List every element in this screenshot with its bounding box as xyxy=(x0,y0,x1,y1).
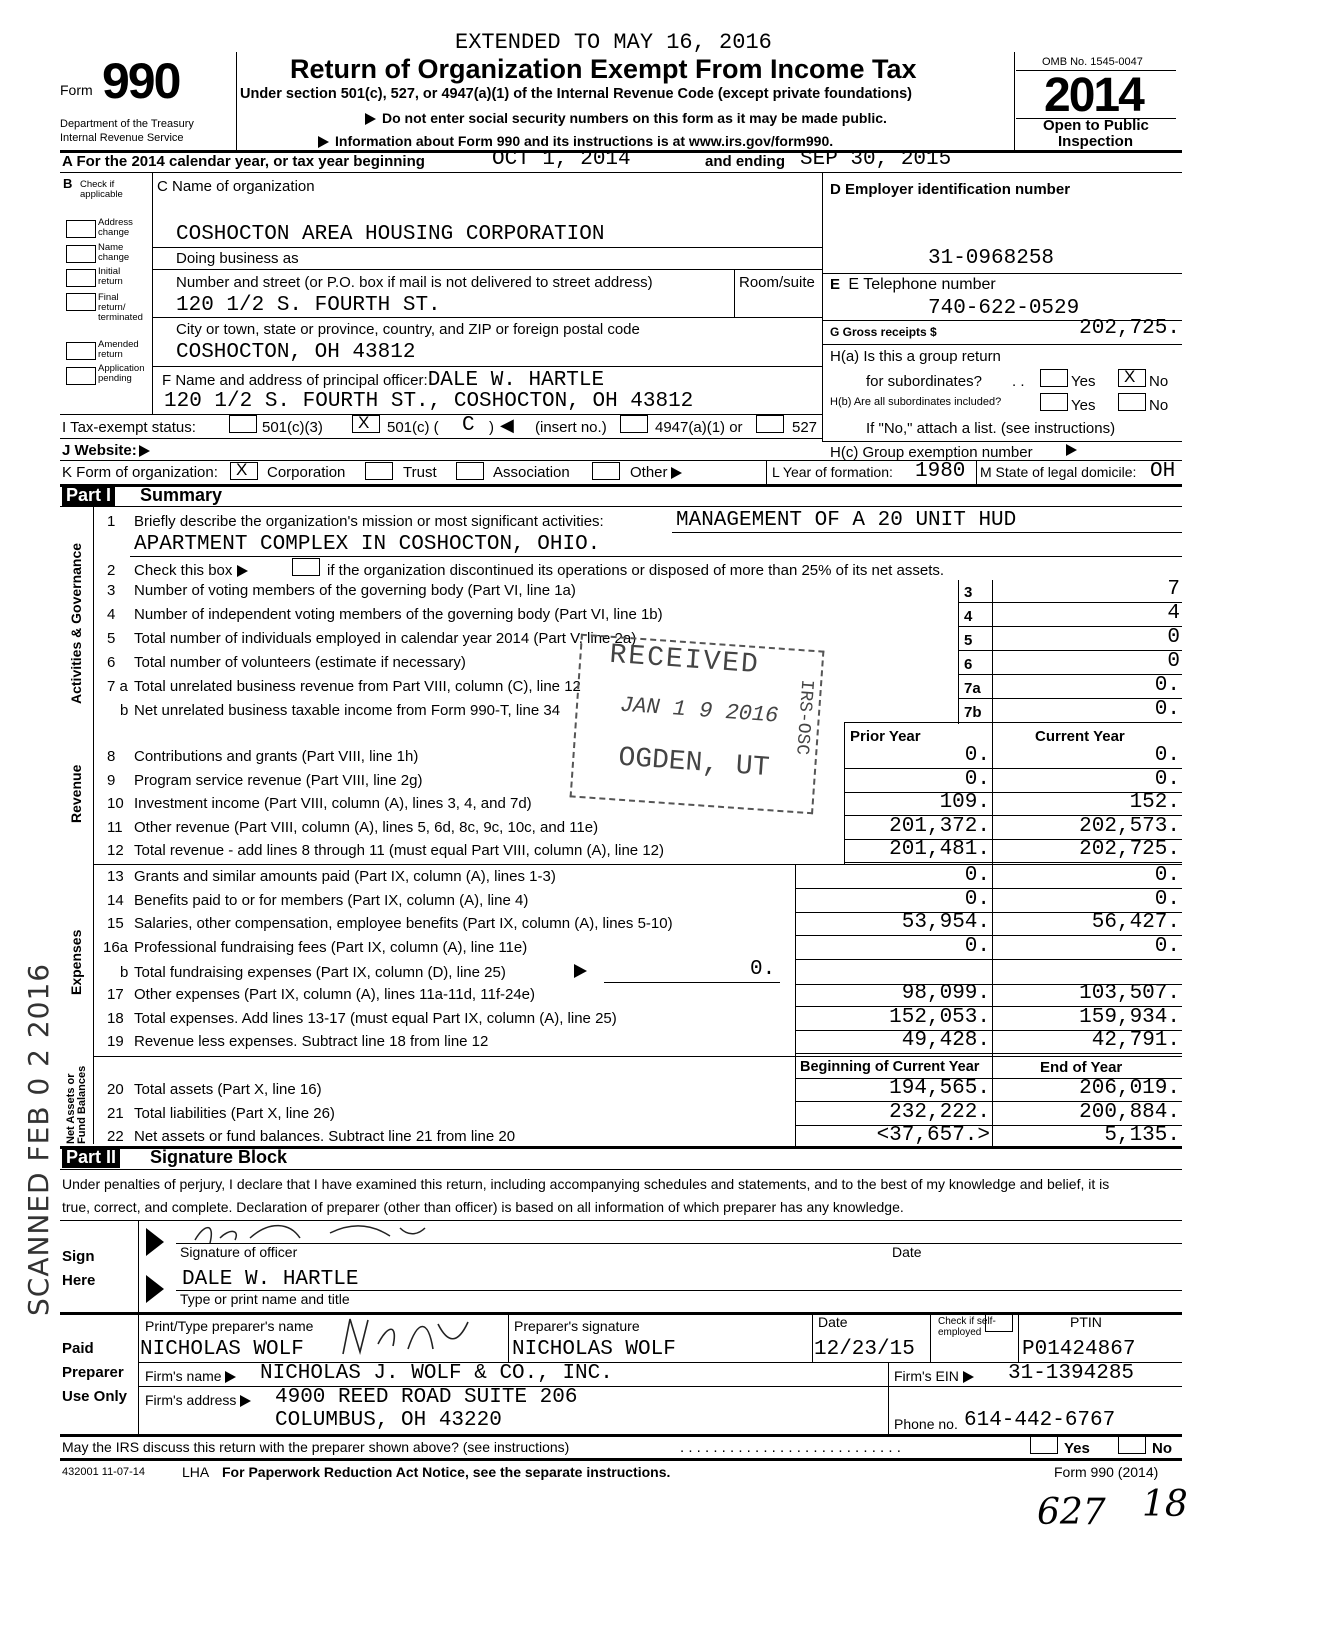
open-public-1: Open to Public xyxy=(1043,117,1149,134)
preparer-signature xyxy=(338,1314,478,1358)
principal-officer: DALE W. HARTLE xyxy=(427,369,605,392)
check-if-applicable: Check if applicable xyxy=(80,179,123,200)
prior-year-value: 0. xyxy=(964,935,990,958)
current-year-value: 200,884. xyxy=(1079,1101,1180,1124)
discuss-no-checkbox[interactable] xyxy=(1118,1436,1146,1454)
line-number: 10 xyxy=(107,795,124,812)
ha-label: H(a) Is this a group return xyxy=(830,348,1001,365)
firm-phone-label: Phone no. xyxy=(894,1416,958,1432)
ha-yes-label: Yes xyxy=(1071,373,1096,390)
side-net-assets: Net Assets or Fund Balances xyxy=(65,1065,88,1144)
prior-year-value: 49,428. xyxy=(901,1029,990,1052)
gov-line-no: 7 a xyxy=(107,678,128,695)
status-527-checkbox[interactable] xyxy=(756,415,784,433)
status-501c-number: C xyxy=(462,414,475,437)
end-year-header: End of Year xyxy=(1040,1059,1123,1076)
firm-phone: 614-442-6767 xyxy=(964,1409,1116,1432)
here-label: Here xyxy=(62,1272,96,1289)
corporation-checkbox[interactable] xyxy=(230,462,258,480)
discuss-yes-checkbox[interactable] xyxy=(1030,1436,1058,1454)
preparer-name: NICHOLAS WOLF xyxy=(140,1338,304,1361)
label-application-pending: Application pending xyxy=(98,363,145,384)
line-2-no: 2 xyxy=(107,562,116,579)
checkbox-name-change[interactable] xyxy=(66,245,96,263)
current-year-value: 0. xyxy=(1154,768,1180,791)
firm-address-2: COLUMBUS, OH 43220 xyxy=(275,1409,502,1432)
line-1-label: Briefly describe the organization's mission or most significant activities: xyxy=(134,513,604,530)
current-year-value: 0. xyxy=(1154,744,1180,767)
gov-line-box: 6 xyxy=(964,656,973,673)
side-revenue: Revenue xyxy=(68,764,84,823)
gov-line-no: 6 xyxy=(107,654,116,671)
line-number: 19 xyxy=(107,1033,124,1050)
firm-address-label: Firm's address xyxy=(145,1392,237,1408)
current-year-value: 56,427. xyxy=(1091,911,1180,934)
line-16b-no: b xyxy=(120,964,129,981)
line-number: 16a xyxy=(103,939,129,956)
prior-year-header: Prior Year xyxy=(850,728,921,745)
sign-label: Sign xyxy=(62,1248,95,1265)
preparer-ptin: P01424867 xyxy=(1022,1338,1136,1361)
checkbox-amended-return[interactable] xyxy=(66,342,96,360)
gov-line-label: Net unrelated business taxable income from Form 990-T, line 34 xyxy=(134,702,561,719)
declaration-1: Under penalties of perjury, I declare that I have examined this return, including accompanying schedules and statements, and to the best of my knowledge and belief, it is xyxy=(62,1176,1110,1192)
extended-note: EXTENDED TO MAY 16, 2016 xyxy=(455,30,772,55)
tax-year-begin: OCT 1, 2014 xyxy=(492,148,631,171)
line-number: 21 xyxy=(107,1105,124,1122)
footer-notice: For Paperwork Reduction Act Notice, see the separate instructions. xyxy=(222,1464,671,1480)
tax-year-end: SEP 30, 2015 xyxy=(800,148,952,171)
officer-printed-name: DALE W. HARTLE xyxy=(182,1268,359,1291)
officer-address: 120 1/2 S. FOURTH ST., COSHOCTON, OH 43812 xyxy=(164,390,694,413)
line-label: Net assets or fund balances. Subtract line 21 from line 20 xyxy=(134,1128,516,1145)
gov-line-box: 3 xyxy=(964,584,973,601)
current-year-value: 5,135. xyxy=(1104,1124,1180,1147)
line-number: 11 xyxy=(107,819,123,836)
line-number: 17 xyxy=(107,986,124,1003)
prior-year-value: 109. xyxy=(939,791,990,814)
gov-line-no: 4 xyxy=(107,606,116,623)
prior-year-value: <37,657.> xyxy=(876,1124,990,1147)
dept-treasury: Department of the Treasury xyxy=(60,118,194,130)
label-final-return: Final return/ terminated xyxy=(98,292,143,323)
checkbox-address-change[interactable] xyxy=(66,220,96,238)
current-year-header: Current Year xyxy=(1035,728,1125,745)
line-k-label: K Form of organization: xyxy=(62,464,218,481)
status-501c-checkbox[interactable] xyxy=(352,415,380,433)
firm-ein-label: Firm's EIN xyxy=(894,1368,959,1384)
declaration-2: true, correct, and complete. Declaration of preparer (other than officer) is based on all information of which preparer has any knowledge. xyxy=(62,1199,904,1215)
telephone: 740-622-0529 xyxy=(928,297,1080,320)
gov-line-label: Total unrelated business revenue from Part VIII, column (C), line 12 xyxy=(134,678,581,695)
prep-date-label: Date xyxy=(818,1314,848,1330)
label-amended-return: Amended return xyxy=(98,339,139,360)
line-label: Revenue less expenses. Subtract line 18 from line 12 xyxy=(134,1033,489,1050)
hb-label: H(b) Are all subordinates included? xyxy=(830,396,1002,408)
handwritten-18: 18 xyxy=(1142,1484,1188,1525)
prior-year-value: 194,565. xyxy=(889,1077,990,1100)
association-checkbox[interactable] xyxy=(456,462,484,480)
other-checkbox[interactable] xyxy=(592,462,620,480)
line-number: 18 xyxy=(107,1010,124,1027)
prior-year-value: 53,954. xyxy=(901,911,990,934)
association-label: Association xyxy=(493,464,570,481)
status-527-label: 527 xyxy=(792,419,818,436)
trust-checkbox[interactable] xyxy=(365,462,393,480)
checkbox-application-pending[interactable] xyxy=(66,367,96,385)
d-label: D Employer identification number xyxy=(830,181,1071,198)
ha-no-checkbox[interactable] xyxy=(1118,369,1146,387)
line-1-no: 1 xyxy=(107,513,116,530)
line-number: 15 xyxy=(107,915,124,932)
line-number: 8 xyxy=(107,748,116,765)
line-2-label-b: if the organization discontinued its operations or disposed of more than 25% of its net assets. xyxy=(327,562,945,579)
form-word: Form xyxy=(60,82,93,98)
info-note: Information about Form 990 and its instructions is at www.irs.gov/form990. xyxy=(335,133,834,149)
line-a-label: A For the 2014 calendar year, or tax year beginning xyxy=(62,153,425,170)
g-label: G Gross receipts $ xyxy=(830,325,937,339)
gov-line-value: 4 xyxy=(1167,602,1180,625)
gov-line-box: 5 xyxy=(964,632,973,649)
line-16b-value: 0. xyxy=(750,958,776,981)
line-number: 13 xyxy=(107,868,124,885)
current-year-value: 0. xyxy=(1154,864,1180,887)
prior-year-value: 201,481. xyxy=(889,838,990,861)
prior-year-value: 232,222. xyxy=(889,1101,990,1124)
mission-line-1: MANAGEMENT OF A 20 UNIT HUD xyxy=(676,509,1017,532)
org-city: COSHOCTON, OH 43812 xyxy=(176,341,416,364)
line-label: Total revenue - add lines 8 through 11 (must equal Part VIII, column (A), line 12) xyxy=(134,842,664,859)
gov-line-value: 0 xyxy=(1167,626,1180,649)
received-stamp xyxy=(570,634,825,815)
firm-address-1: 4900 REED ROAD SUITE 206 xyxy=(275,1386,578,1409)
gov-line-value: 0. xyxy=(1154,698,1180,721)
line-label: Investment income (Part VIII, column (A), lines 3, 4, and 7d) xyxy=(134,795,532,812)
self-employed-checkbox[interactable] xyxy=(985,1314,1013,1332)
part-2-title: Signature Block xyxy=(150,1147,288,1167)
line-2-label-a: Check this box xyxy=(134,562,233,579)
room-suite-label: Room/suite xyxy=(739,274,815,291)
discuss-yes-label: Yes xyxy=(1064,1440,1090,1457)
preparer-sig-label: Preparer's signature xyxy=(514,1318,640,1334)
handwritten-627: 627 xyxy=(1037,1492,1106,1533)
line-number: 20 xyxy=(107,1081,124,1098)
use-only-label: Use Only xyxy=(62,1388,128,1405)
current-year-value: 42,791. xyxy=(1091,1029,1180,1052)
line-16b-label: Total fundraising expenses (Part IX, column (D), line 25) xyxy=(134,964,506,981)
hb-no-label: No xyxy=(1149,397,1169,414)
current-year-value: 202,725. xyxy=(1079,838,1180,861)
print-name-label: Print/Type preparer's name xyxy=(145,1318,314,1334)
state-domicile: OH xyxy=(1150,460,1176,483)
line-j-label: J Website: xyxy=(62,442,137,459)
prior-year-value: 201,372. xyxy=(889,815,990,838)
street-label: Number and street (or P.O. box if mail is not delivered to street address) xyxy=(176,274,653,291)
hb-no-checkbox[interactable] xyxy=(1118,393,1146,411)
label-name-change: Name change xyxy=(98,242,130,263)
tax-year: 2014 xyxy=(1044,69,1143,122)
gov-line-box: 4 xyxy=(964,608,973,625)
hb-yes-label: Yes xyxy=(1071,397,1096,414)
status-501c-close: ) xyxy=(489,419,494,436)
dba-label: Doing business as xyxy=(176,250,299,267)
hb-note: If "No," attach a list. (see instructions) xyxy=(866,420,1116,437)
part-1-title: Summary xyxy=(140,485,223,505)
checkbox-initial-return[interactable] xyxy=(66,269,96,287)
line-label: Program service revenue (Part VIII, line 2g) xyxy=(134,772,423,789)
beginning-year-header: Beginning of Current Year xyxy=(800,1059,980,1075)
checkbox-final-return[interactable] xyxy=(66,293,96,311)
line-label: Salaries, other compensation, employee benefits (Part IX, column (A), lines 5-10) xyxy=(134,915,673,932)
stamp-date: JAN 1 9 2016 xyxy=(619,692,780,729)
line-label: Other revenue (Part VIII, column (A), lines 5, 6d, 8c, 9c, 10c, and 11e) xyxy=(134,819,599,836)
discuss-no-label: No xyxy=(1152,1440,1172,1457)
current-year-value: 0. xyxy=(1154,935,1180,958)
current-year-value: 0. xyxy=(1154,888,1180,911)
trust-label: Trust xyxy=(403,464,437,481)
label-initial-return: Initial return xyxy=(98,266,123,287)
line-label: Total liabilities (Part X, line 26) xyxy=(134,1105,335,1122)
preparer-label: Preparer xyxy=(62,1364,124,1381)
line-number: 9 xyxy=(107,772,116,789)
line-label: Total assets (Part X, line 16) xyxy=(134,1081,322,1098)
ha-yes-checkbox[interactable] xyxy=(1040,369,1068,387)
preparer-date: 12/23/15 xyxy=(814,1338,915,1361)
city-label: City or town, state or province, country, and ZIP or foreign postal code xyxy=(176,321,640,338)
part-2-label: Part II xyxy=(62,1147,120,1168)
status-4947-checkbox[interactable] xyxy=(620,415,648,433)
open-public-2: Inspection xyxy=(1058,133,1134,150)
gov-line-value: 0. xyxy=(1154,674,1180,697)
current-year-value: 159,934. xyxy=(1079,1006,1180,1029)
name-title-label: Type or print name and title xyxy=(180,1291,350,1307)
part-1-label: Part I xyxy=(62,485,115,506)
line-label: Contributions and grants (Part VIII, line 1h) xyxy=(134,748,419,765)
line-label: Benefits paid to or for members (Part IX, column (A), line 4) xyxy=(134,892,529,909)
other-label: Other xyxy=(630,464,668,481)
prior-year-value: 152,053. xyxy=(889,1006,990,1029)
status-501c3-label: 501(c)(3) xyxy=(262,419,323,436)
line-label: Other expenses (Part IX, column (A), lines 11a-11d, 11f-24e) xyxy=(134,986,536,1003)
gov-line-box: 7a xyxy=(964,680,981,697)
preparer-signature-text: NICHOLAS WOLF xyxy=(512,1338,676,1361)
form-subtitle: Under section 501(c), 527, or 4947(a)(1) of the Internal Revenue Code (except private foundations) xyxy=(240,86,912,102)
gov-line-no: 3 xyxy=(107,582,116,599)
footer-code: 432001 11-07-14 xyxy=(62,1466,145,1478)
ssn-note: Do not enter social security numbers on this form as it may be made public. xyxy=(382,110,887,126)
mission-line-2: APARTMENT COMPLEX IN COSHOCTON, OHIO. xyxy=(134,533,601,556)
e-label: E Telephone number xyxy=(848,276,996,293)
discontinued-checkbox[interactable] xyxy=(292,558,320,576)
current-year-value: 202,573. xyxy=(1079,815,1180,838)
line-label: Grants and similar amounts paid (Part IX, column (A), lines 1-3) xyxy=(134,868,556,885)
f-label: F Name and address of principal officer: xyxy=(162,372,428,389)
gov-line-value: 0 xyxy=(1167,650,1180,673)
hc-label: H(c) Group exemption number xyxy=(830,444,1033,461)
gross-receipts: 202,725. xyxy=(1079,317,1180,340)
status-501c3-checkbox[interactable] xyxy=(229,415,257,433)
footer-lha: LHA xyxy=(182,1464,210,1480)
omb-number: OMB No. 1545-0047 xyxy=(1042,56,1143,68)
status-501c-label: 501(c) ( xyxy=(387,419,439,436)
line-number: 22 xyxy=(107,1128,124,1145)
stamp-side: IRS-OSC xyxy=(791,678,817,756)
gov-line-no: b xyxy=(120,702,129,719)
prior-year-value: 0. xyxy=(964,864,990,887)
c-label: C Name of organization xyxy=(157,178,315,195)
year-formation: 1980 xyxy=(915,460,966,483)
signature-date-label: Date xyxy=(892,1244,922,1260)
insert-no-label: (insert no.) xyxy=(535,419,607,436)
ein: 31-0968258 xyxy=(928,247,1055,270)
and-ending: and ending xyxy=(705,153,785,170)
check-self-employed-label: Check if self-employed xyxy=(938,1316,996,1338)
current-year-value: 152. xyxy=(1129,791,1180,814)
l-label: L Year of formation: xyxy=(772,464,893,480)
gov-line-label: Total number of volunteers (estimate if necessary) xyxy=(134,654,466,671)
discuss-question: May the IRS discuss this return with the preparer shown above? (see instructions) xyxy=(62,1439,570,1455)
form-number: 990 xyxy=(102,53,180,109)
gov-line-no: 5 xyxy=(107,630,116,647)
current-year-value: 103,507. xyxy=(1079,982,1180,1005)
stamp-received: RECEIVED xyxy=(608,639,761,682)
prior-year-value: 0. xyxy=(964,768,990,791)
prior-year-value: 0. xyxy=(964,744,990,767)
gov-line-box: 7b xyxy=(964,704,982,721)
ptin-label: PTIN xyxy=(1070,1314,1102,1330)
status-4947-label: 4947(a)(1) or xyxy=(655,419,743,436)
side-expenses: Expenses xyxy=(68,929,84,995)
prior-year-value: 98,099. xyxy=(901,982,990,1005)
current-year-value: 206,019. xyxy=(1079,1077,1180,1100)
stamp-place: OGDEN, UT xyxy=(617,742,771,785)
line-number: 14 xyxy=(107,892,124,909)
gov-line-value: 7 xyxy=(1167,578,1180,601)
firm-name-label: Firm's name xyxy=(145,1368,222,1384)
firm-name: NICHOLAS J. WOLF & CO., INC. xyxy=(260,1362,613,1385)
paid-label: Paid xyxy=(62,1340,94,1357)
org-name: COSHOCTON AREA HOUSING CORPORATION xyxy=(176,223,605,246)
scanned-stamp: SCANNED FEB 0 2 2016 xyxy=(22,962,55,1316)
org-street: 120 1/2 S. FOURTH ST. xyxy=(176,294,441,317)
irs-name: Internal Revenue Service xyxy=(60,132,184,144)
line-number: 12 xyxy=(107,842,124,859)
ha-no-label: No xyxy=(1149,373,1169,390)
line-label: Professional fundraising fees (Part IX, column (A), line 11e) xyxy=(134,939,528,956)
line-label: Total expenses. Add lines 13-17 (must equal Part IX, column (A), line 25) xyxy=(134,1010,617,1027)
form-title: Return of Organization Exempt From Income Tax xyxy=(290,54,917,84)
side-activities: Activities & Governance xyxy=(68,542,84,704)
label-address-change: Address change xyxy=(98,217,133,238)
firm-ein: 31-1394285 xyxy=(1008,1362,1135,1385)
gov-line-label: Number of voting members of the governing body (Part VI, line 1a) xyxy=(134,582,576,599)
m-label: M State of legal domicile: xyxy=(980,464,1137,480)
ha-label-2: for subordinates? xyxy=(866,373,982,390)
line-i-label: I Tax-exempt status: xyxy=(62,419,196,436)
hb-yes-checkbox[interactable] xyxy=(1040,393,1068,411)
corporation-label: Corporation xyxy=(267,464,346,481)
label-b: B xyxy=(63,176,73,191)
footer-form: Form 990 (2014) xyxy=(1054,1464,1159,1480)
gov-line-label: Number of independent voting members of the governing body (Part VI, line 1b) xyxy=(134,606,663,623)
signature-officer-label: Signature of officer xyxy=(180,1244,298,1260)
prior-year-value: 0. xyxy=(964,888,990,911)
gov-line-label: Total number of individuals employed in calendar year 2014 (Part V, line 2a) xyxy=(134,630,637,647)
